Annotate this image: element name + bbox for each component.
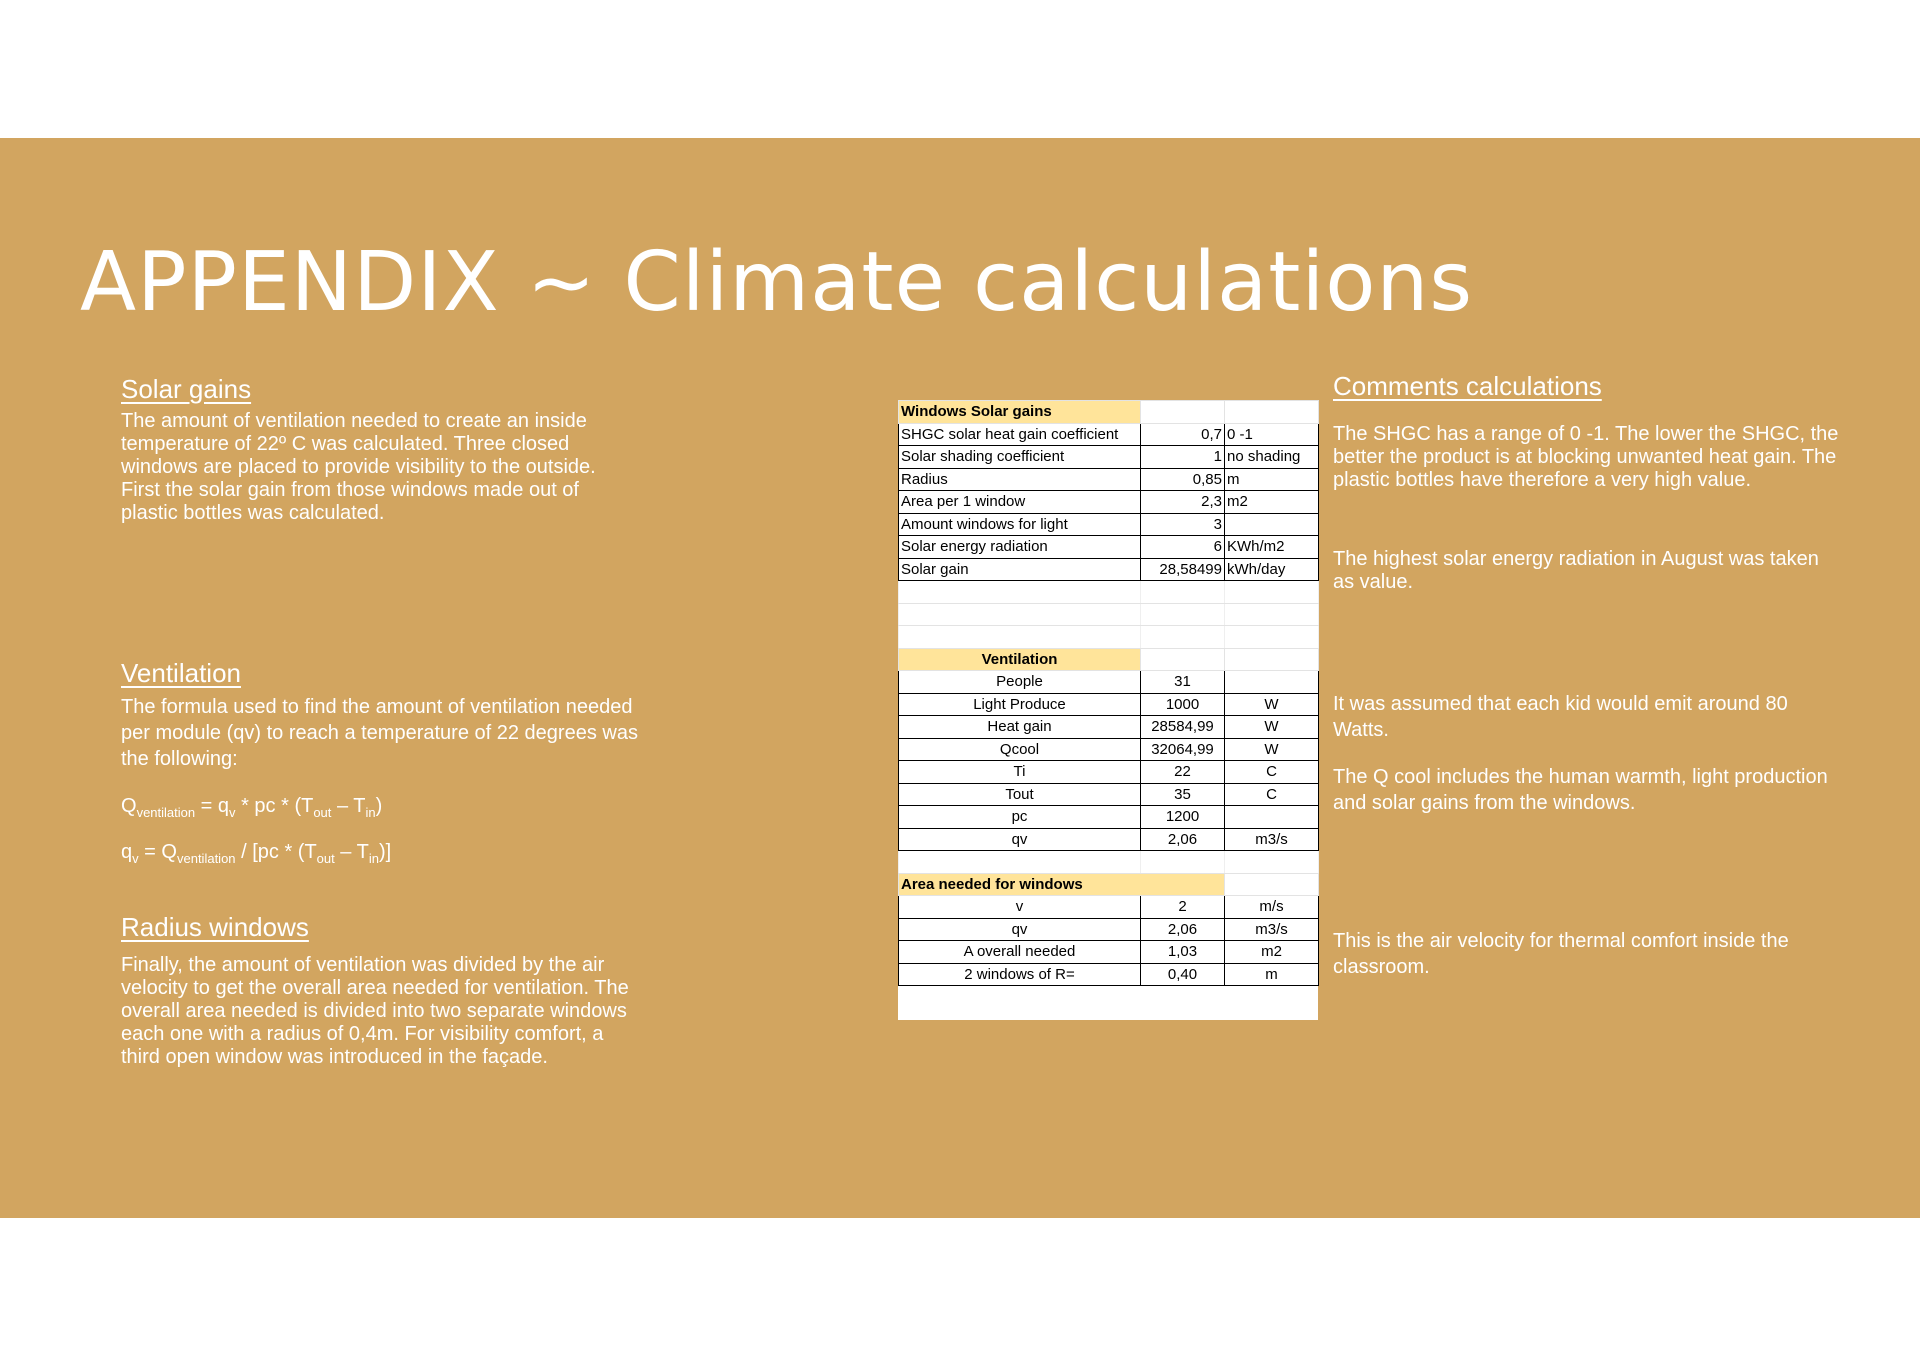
cell-unit: C <box>1225 783 1319 806</box>
table-row <box>899 963 1319 986</box>
cell-unit: no shading <box>1225 446 1319 469</box>
table-row <box>899 491 1319 514</box>
cell-value: 32064,99 <box>1141 738 1225 761</box>
cell-label: A overall needed <box>899 941 1141 964</box>
cell-label: Solar energy radiation <box>899 536 1141 559</box>
table-row <box>899 513 1319 536</box>
cell-label: qv <box>899 918 1141 941</box>
cell-label: SHGC solar heat gain coefficient <box>899 423 1141 446</box>
ventilation-text: The formula used to find the amount of ventilation needed per module (qv) to reach a temperature of 22 degrees was the following: <box>121 696 638 770</box>
cell-value: 2 <box>1141 896 1225 919</box>
cell-label: Qcool <box>899 738 1141 761</box>
cell-value: 28,58499 <box>1141 558 1225 581</box>
area-header-cell: Area needed for windows <box>899 873 1225 896</box>
radius-windows-text: Finally, the amount of ventilation was divided by the air velocity to get the overall area needed for ventilation. The overall area needed is divided into two separate windows each one with a radius of 0,4m. For visibility comfort, a third open window was introduced in the façade. <box>121 954 629 1068</box>
cell-label: Light Produce <box>899 693 1141 716</box>
cell-value: 6 <box>1141 536 1225 559</box>
cell-unit: m2 <box>1225 941 1319 964</box>
cell-unit: KWh/m2 <box>1225 536 1319 559</box>
cell-unit: W <box>1225 693 1319 716</box>
cell-value: 1 <box>1141 446 1225 469</box>
ventilation-header-row <box>899 648 1319 671</box>
page-title: APPENDIX ~ Climate calculations <box>80 235 1474 330</box>
table-row <box>899 693 1319 716</box>
table-row <box>899 783 1319 806</box>
table-row <box>899 446 1319 469</box>
cell-label: Solar gain <box>899 558 1141 581</box>
cell-value: 0,7 <box>1141 423 1225 446</box>
cell-value: 35 <box>1141 783 1225 806</box>
cell-unit: m <box>1225 963 1319 986</box>
cell-label: Area per 1 window <box>899 491 1141 514</box>
table-row <box>899 423 1319 446</box>
cell-unit: m/s <box>1225 896 1319 919</box>
cell-unit: 0 -1 <box>1225 423 1319 446</box>
table-row <box>899 468 1319 491</box>
comment-qcool: The Q cool includes the human warmth, light production and solar gains from the windows. <box>1333 766 1828 814</box>
cell-label: qv <box>899 828 1141 851</box>
cell-label: Amount windows for light <box>899 513 1141 536</box>
cell-value: 2,06 <box>1141 828 1225 851</box>
cell-label: Ti <box>899 761 1141 784</box>
table-row <box>899 738 1319 761</box>
cell-value: 0,85 <box>1141 468 1225 491</box>
radius-windows-heading: Radius windows <box>121 912 309 942</box>
cell-unit: W <box>1225 738 1319 761</box>
table-row <box>899 918 1319 941</box>
cell-unit <box>1225 806 1319 829</box>
cell-unit: kWh/day <box>1225 558 1319 581</box>
solar-header-row <box>899 401 1319 424</box>
formula-q-ventilation: $Q_{ventilation} = q_v$ * pc * $(T_{out} - T_{in})$ <box>121 795 383 820</box>
calculation-spreadsheet <box>898 400 1318 1020</box>
cell-unit: m3/s <box>1225 828 1319 851</box>
cell-label: v <box>899 896 1141 919</box>
table-row <box>899 828 1319 851</box>
cell-unit: m2 <box>1225 491 1319 514</box>
comment-radiation: The highest solar energy radiation in August was taken as value. <box>1333 548 1819 593</box>
table-row <box>899 941 1319 964</box>
cell-label: 2 windows of R= <box>899 963 1141 986</box>
calculation-table <box>898 400 1319 986</box>
cell-value: 1000 <box>1141 693 1225 716</box>
cell-unit <box>1225 671 1319 694</box>
cell-value: 0,40 <box>1141 963 1225 986</box>
cell-value: 2,3 <box>1141 491 1225 514</box>
cell-unit <box>1225 513 1319 536</box>
table-row <box>899 806 1319 829</box>
table-row <box>899 716 1319 739</box>
table-row <box>899 558 1319 581</box>
solar-gains-heading: Solar gains <box>121 374 252 404</box>
comment-shgc: The SHGC has a range of 0 -1. The lower the SHGC, the better the product is at blocking unwanted heat gain. The plastic bottles have therefore a very high value. <box>1333 423 1839 491</box>
cell-label: Radius <box>899 468 1141 491</box>
cell-value: 2,06 <box>1141 918 1225 941</box>
cell-unit: m3/s <box>1225 918 1319 941</box>
cell-value: 22 <box>1141 761 1225 784</box>
table-row <box>899 671 1319 694</box>
cell-value: 28584,99 <box>1141 716 1225 739</box>
cell-unit: C <box>1225 761 1319 784</box>
comment-kid-watts: It was assumed that each kid would emit around 80 Watts. <box>1333 693 1788 741</box>
ventilation-heading: Ventilation <box>121 658 241 688</box>
table-row <box>899 761 1319 784</box>
comment-air-velocity: This is the air velocity for thermal comfort inside the classroom. <box>1333 930 1789 978</box>
area-header-row <box>899 873 1319 896</box>
cell-unit: m <box>1225 468 1319 491</box>
ventilation-header-cell: Ventilation <box>899 648 1141 671</box>
cell-label: Tout <box>899 783 1141 806</box>
cell-unit: W <box>1225 716 1319 739</box>
formula-qv: $q_v = Q_{ventilation} / [pc * (T_{out} - T_{in})]$ <box>121 841 392 866</box>
cell-label: People <box>899 671 1141 694</box>
cell-value: 1,03 <box>1141 941 1225 964</box>
comments-heading: Comments calculations <box>1333 371 1602 401</box>
solar-gains-text: The amount of ventilation needed to create an inside temperature of 22º C was calculated. Three closed windows are placed to provide visibility to the outside. First the solar gain from those windows made out of plastic bottles was calculated. <box>121 410 596 524</box>
cell-label: pc <box>899 806 1141 829</box>
cell-value: 31 <box>1141 671 1225 694</box>
table-row <box>899 536 1319 559</box>
slide <box>0 138 1920 1218</box>
cell-label: Heat gain <box>899 716 1141 739</box>
table-row <box>899 896 1319 919</box>
solar-header-cell: Windows Solar gains <box>899 401 1141 424</box>
cell-value: 3 <box>1141 513 1225 536</box>
cell-value: 1200 <box>1141 806 1225 829</box>
cell-label: Solar shading coefficient <box>899 446 1141 469</box>
